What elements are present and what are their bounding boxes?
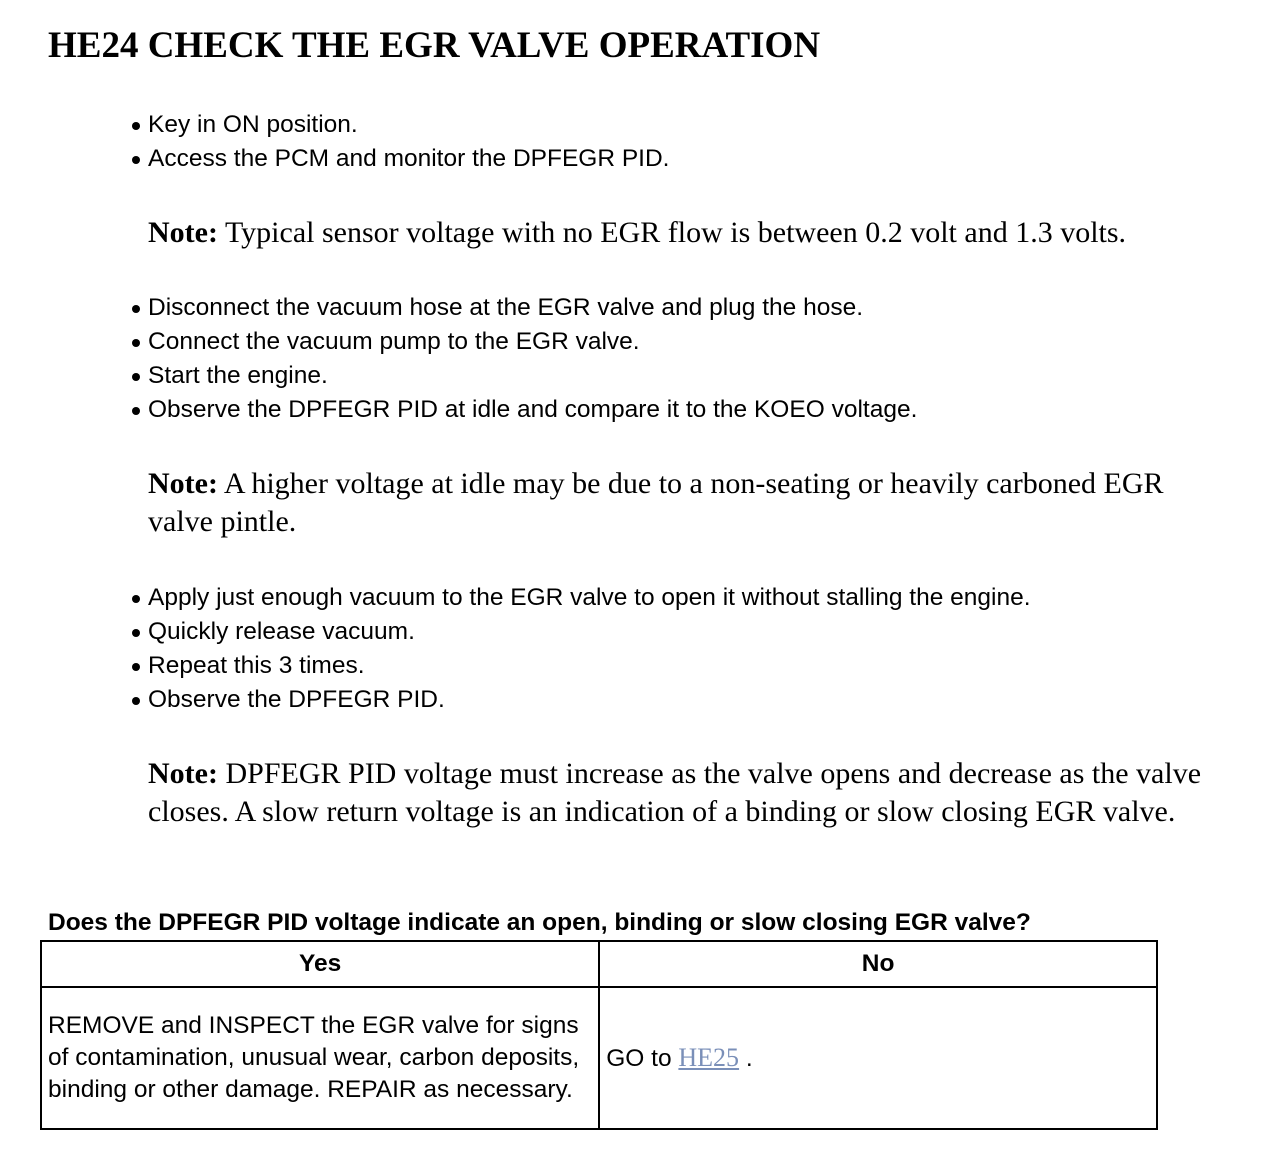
note-label: Note: — [148, 467, 218, 500]
step-list-vacuum-test — [128, 581, 1031, 717]
he25-link[interactable]: HE25 — [678, 1042, 740, 1072]
step-item — [128, 108, 670, 142]
step-list-vacuum-setup — [128, 291, 917, 427]
bullet-icon — [132, 373, 140, 381]
step-item — [128, 359, 917, 393]
bullet-icon — [132, 305, 140, 313]
step-text: Apply just enough vacuum to the EGR valve to open it without stalling the engine. — [148, 584, 1031, 611]
step-text: Key in ON position. — [148, 111, 358, 138]
goto-prefix: GO to — [606, 1044, 672, 1072]
decision-table — [40, 940, 1158, 1130]
note-text: Typical sensor voltage with no EGR flow is between 0.2 volt and 1.3 volts. — [224, 216, 1127, 249]
yes-action-cell: REMOVE and INSPECT the EGR valve for signs of contamination, unusual wear, carbon deposits, binding or other damage. REPAIR as necessary. — [41, 987, 599, 1129]
decision-question: Does the DPFEGR PID voltage indicate an open, binding or slow closing EGR valve? — [48, 909, 1031, 936]
bullet-icon — [132, 156, 140, 164]
step-text: Access the PCM and monitor the DPFEGR PID. — [148, 145, 670, 172]
bullet-icon — [132, 697, 140, 705]
bullet-icon — [132, 122, 140, 130]
step-list-initial — [128, 108, 670, 176]
step-item — [128, 649, 1031, 683]
step-text: Start the engine. — [148, 362, 328, 389]
bullet-icon — [132, 663, 140, 671]
no-header: No — [599, 941, 1157, 987]
step-item — [128, 325, 917, 359]
yes-header: Yes — [41, 941, 599, 987]
note-idle-voltage — [148, 465, 1228, 541]
note-text: DPFEGR PID voltage must increase as the valve opens and decrease as the valve closes. A slow return voltage is an indication of a binding or slow closing EGR valve. — [148, 757, 1202, 828]
step-item — [128, 142, 670, 176]
note-label: Note: — [148, 757, 218, 790]
step-item — [128, 393, 917, 427]
goto-suffix: . — [745, 1044, 753, 1072]
note-text: A higher voltage at idle may be due to a non-seating or heavily carboned EGR valve pintle. — [148, 467, 1164, 538]
step-item — [128, 291, 917, 325]
step-text: Repeat this 3 times. — [148, 652, 365, 679]
step-text: Observe the DPFEGR PID at idle and compare it to the KOEO voltage. — [148, 396, 918, 423]
note-sensor-voltage — [148, 214, 1126, 252]
no-action-cell — [599, 987, 1157, 1129]
step-text: Disconnect the vacuum hose at the EGR valve and plug the hose. — [148, 294, 864, 321]
note-label: Note: — [148, 216, 218, 249]
step-item — [128, 581, 1031, 615]
page-title: HE24 CHECK THE EGR VALVE OPERATION — [48, 25, 821, 66]
bullet-icon — [132, 629, 140, 637]
table-row — [41, 987, 1157, 1129]
bullet-icon — [132, 339, 140, 347]
step-text: Quickly release vacuum. — [148, 618, 415, 645]
note-voltage-response — [148, 755, 1248, 831]
step-text: Connect the vacuum pump to the EGR valve. — [148, 328, 640, 355]
step-item — [128, 683, 1031, 717]
step-item — [128, 615, 1031, 649]
table-header-row — [41, 941, 1157, 987]
step-text: Observe the DPFEGR PID. — [148, 686, 445, 713]
bullet-icon — [132, 407, 140, 415]
bullet-icon — [132, 595, 140, 603]
